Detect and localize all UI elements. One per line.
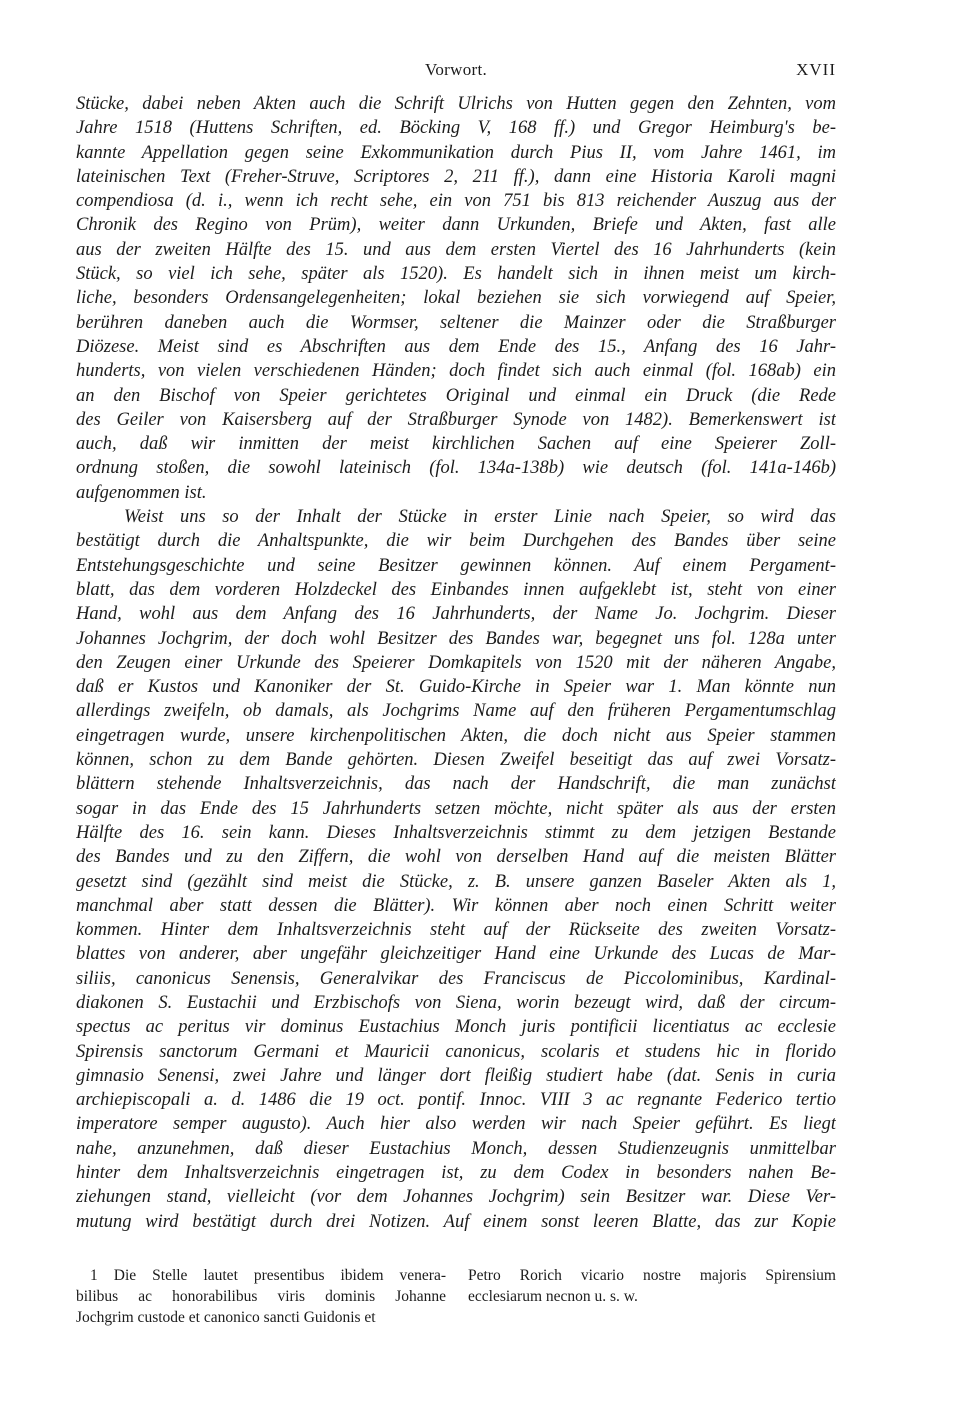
footnote-line: 1 Die Stelle lautet presentibus ibidem venera-: [90, 1267, 446, 1284]
running-title: Vorwort.: [424, 60, 488, 79]
text-line: blättern stehende Inhaltsverzeichnis, das nach der Handschrift, die man zunächst: [76, 774, 836, 795]
text-line: nahe, anzunehmen, daß dieser Eustachius Monch, dessen Studienzeugnis unmittelbar: [76, 1138, 836, 1159]
text-line: diakonen S. Eustachii und Erzbischofs von Siena, worin bezeugt wird, daß der circum-: [76, 992, 836, 1013]
footnote-column-right: [468, 1265, 836, 1307]
footnotes: [76, 1265, 836, 1345]
text-line: gesetzt sind (gezählt sind meist die Stücke, z. B. unsere ganzen Baseler Akten als 1,: [76, 871, 836, 892]
text-line: können, schon zu dem Bande gehörten. Diesen Zweifel beseitigt das auf zwei Vorsatz-: [76, 750, 836, 771]
text-line: Spirensis sanctorum Germani et Mauricii canonicus, scolaris et studens hic in florido: [76, 1041, 836, 1062]
text-line: spectus ac peritus vir dominus Eustachius Monch juris pontificii licentiatus ac ecclesie: [76, 1017, 836, 1038]
text-line: daß er Kustos und Kanoniker der St. Guido-Kirche in Speier war 1. Man könnte nun: [76, 677, 836, 698]
text-line: allerdings zweifeln, ob damals, als Jochgrims Name auf den früheren Pergamentumschlag: [76, 701, 836, 722]
footnote-line: Petro Rorich vicario nostre majoris Spirensium: [468, 1267, 836, 1284]
text-line: manchmal aber statt dessen die Blätter). Wir können aber noch einen Schritt weiter: [76, 895, 836, 916]
text-line: Stück, so viel ich sehe, später als 1520). Es handelt sich in ihnen meist um kirch-: [76, 264, 836, 285]
text-line: Jahre 1518 (Huttens Schriften, ed. Böcking V, 168 ff.) und Gregor Heimburg's be-: [76, 118, 836, 139]
text-line: imperatore semper augusto). Auch hier also werden wir nach Speier geführt. Es liegt: [76, 1114, 836, 1135]
footnote-column-left: [76, 1265, 446, 1328]
text-line: Hand, wohl aus dem Anfang des 16 Jahrhunderts, der Name Jo. Jochgrim. Dieser: [76, 604, 836, 625]
text-line: kommen. Hinter dem Inhaltsverzeichnis steht auf der Rückseite des zweiten Vorsatz-: [76, 920, 836, 941]
text-line: berühren daneben auch die Wormser, seltener die Mainzer oder die Straßburger: [76, 312, 836, 333]
text-line: des Bandes und zu den Ziffern, die wohl von derselben Hand auf die meisten Blätter: [76, 847, 836, 868]
text-line: Chronik des Regino von Prüm), weiter dann Urkunden, Briefe und Akten, fast alle: [76, 215, 836, 236]
text-line: an den Bischof von Speier gerichtetes Original und einmal ein Druck (die Rede: [76, 385, 836, 406]
footnote-line: Jochgrim custode et canonico sancti Guidonis et: [76, 1309, 376, 1326]
text-line: blattes von anderer, aber ungefähr gleichzeitiger Hand eine Urkunde des Lucas de Mar-: [76, 944, 836, 965]
text-line: sogar in das Ende des 15 Jahrhunderts setzen möchte, nicht später als aus der ersten: [76, 798, 836, 819]
text-line: liche, besonders Ordensangelegenheiten; lokal beziehen sie sich vorwiegend auf Speier,: [76, 288, 836, 309]
text-line: hunderts, von vielen verschiedenen Händen; doch findet sich auch einmal (fol. 168ab) ein: [76, 361, 836, 382]
text-line: ziehungen stand, vielleicht (vor dem Johannes Jochgrim) sein Besitzer war. Diese Ver-: [76, 1187, 836, 1208]
text-line: ordnung stoßen, die sowohl lateinisch (fol. 134a-138b) wie deutsch (fol. 141a-146b): [76, 458, 836, 479]
footnote-line: bilibus ac honorabilibus viris dominis Johanne: [76, 1288, 446, 1305]
footnote-line: ecclesiarum necnon u. s. w.: [468, 1288, 638, 1305]
text-line: lateinischen Text (Freher-Struve, Scriptores 2, 211 ff.), dann eine Historia Karoli magni: [76, 166, 836, 187]
text-line: siliis, canonicus Senensis, Generalvikar des Franciscus de Piccolominibus, Kardinal-: [76, 968, 836, 989]
text-line: compendiosa (d. i., wenn ich recht sehe, ein von 751 bis 813 reichender Auszug aus der: [76, 191, 836, 212]
text-line: auch, daß wir inmitten der meist kirchlichen Sachen auf eine Speierer Zoll-: [76, 434, 836, 455]
text-line: aufgenommen ist.: [76, 482, 207, 503]
text-line: Entstehungsgeschichte und seine Besitzer gewinnen können. Auf einem Pergament-: [76, 555, 836, 576]
text-line: gimnasio Senensi, zwei Jahre und länger dort fleißig studiert habe (dat. Senis in curia: [76, 1065, 836, 1086]
body-text: [76, 92, 836, 1234]
text-line: archiepiscopali a. d. 1486 die 19 oct. pontif. Innoc. VIII 3 ac regnante Federico tertio: [76, 1090, 836, 1111]
text-line: Hälfte des 16. sein kann. Dieses Inhaltsverzeichnis stimmt zu dem jetzigen Bestande: [76, 822, 836, 843]
text-line: Weist uns so der Inhalt der Stücke in erster Linie nach Speier, so wird das: [124, 507, 836, 528]
text-line: Johannes Jochgrim, der doch wohl Besitzer des Bandes war, begegnet uns fol. 128a unter: [76, 628, 836, 649]
text-line: den Zeugen einer Urkunde des Speierer Domkapitels von 1520 mit der näheren Angabe,: [76, 652, 836, 673]
text-line: hinter dem Inhaltsverzeichnis eingetragen ist, zu dem Codex in besonders nahen Be-: [76, 1163, 836, 1184]
text-line: eingetragen wurde, unsere kirchenpolitischen Akten, die doch nicht aus Speier stammen: [76, 725, 836, 746]
text-line: kannte Appellation gegen seine Exkommunikation durch Pius II, vom Jahre 1461, im: [76, 142, 836, 163]
text-line: blatt, das dem vorderen Holzdeckel des Einbandes innen aufgeklebt ist, steht von einer: [76, 579, 836, 600]
text-line: Diözese. Meist sind es Abschriften aus dem Ende des 15., Anfang des 16 Jahr-: [76, 336, 836, 357]
running-head: [76, 60, 836, 84]
text-line: aus der zweiten Hälfte des 15. und aus dem ersten Viertel des 16 Jahrhunderts (kein: [76, 239, 836, 260]
text-line: Stücke, dabei neben Akten auch die Schrift Ulrichs von Hutten gegen den Zehnten, vom: [76, 94, 836, 114]
text-line: des Geiler von Kaisersberg auf der Straßburger Synode von 1482). Bemerkenswert ist: [76, 409, 836, 430]
page-number: XVII: [796, 60, 836, 79]
text-line: mutung wird bestätigt durch drei Notizen. Auf einem sonst leeren Blatte, das zur Kopie: [76, 1211, 836, 1232]
text-line: bestätigt durch die Anhaltspunkte, die wir beim Durchgehen des Bandes über seine: [76, 531, 836, 552]
